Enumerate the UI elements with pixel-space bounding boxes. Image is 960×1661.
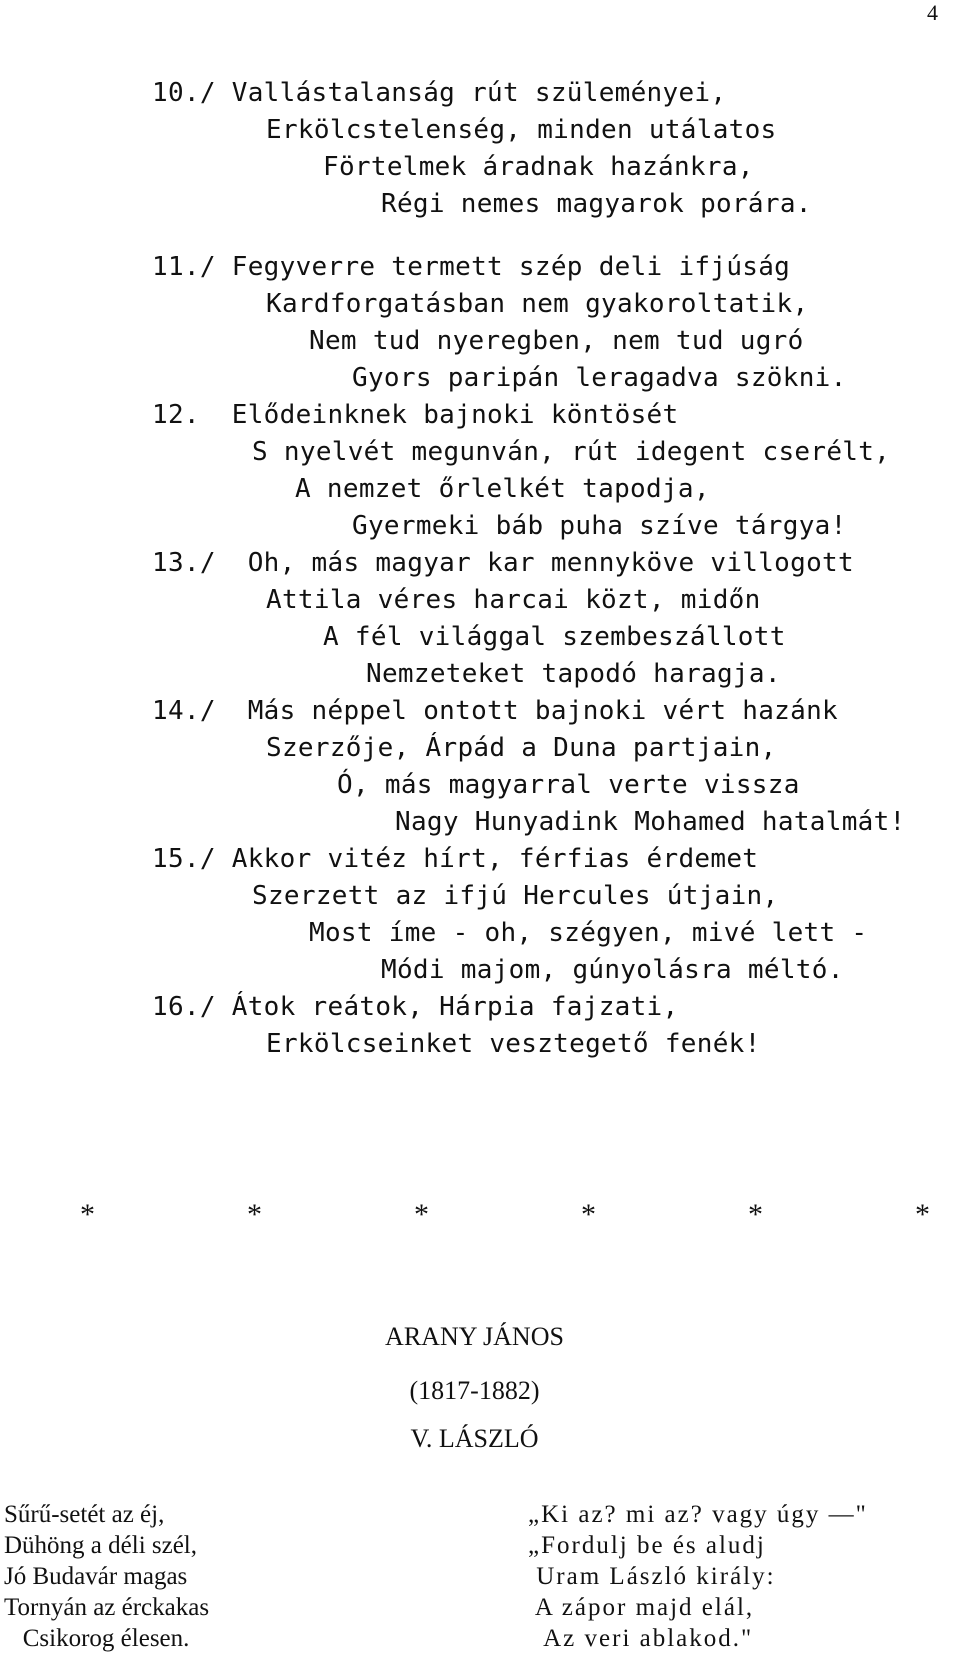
separator-star: * (748, 1198, 763, 1231)
page-number: 4 (927, 0, 938, 25)
author-name: ARANY JÁNOS (385, 1322, 564, 1351)
poem-line: Módi majom, gúnyolásra méltó. (381, 955, 844, 985)
right-column-line: Uram László király: (528, 1563, 776, 1590)
poem-line: Szerzője, Árpád a Duna partjain, (266, 733, 777, 763)
left-column-line: Tornyán az érckakas (4, 1594, 210, 1621)
poem-line: 10./ Vallástalanság rút szüleményei, (152, 78, 727, 108)
poem-line: Ó, más magyarral verte vissza (337, 770, 800, 800)
poem-line: A nemzet őrlelkét tapodja, (295, 474, 710, 504)
poem-line: Kardforgatásban nem gyakoroltatik, (266, 289, 809, 319)
poem-line: 16./ Átok reátok, Hárpia fajzati, (152, 992, 679, 1022)
poem-line: Nemzeteket tapodó haragja. (366, 659, 781, 689)
right-column-line: „Ki az? mi az? vagy úgy —" (528, 1501, 868, 1528)
poem-line: Förtelmek áradnak hazánkra, (323, 152, 754, 182)
poem-line: 14./ Más néppel ontott bajnoki vért hazánk (152, 696, 838, 726)
poem-line: Gyors paripán leragadva szökni. (352, 363, 847, 393)
poem-line: 11./ Fegyverre termett szép deli ifjúság (152, 252, 791, 282)
poem-line: Régi nemes magyarok porára. (381, 189, 812, 219)
separator-star: * (80, 1198, 95, 1231)
poem-line: Erkölcstelenség, minden utálatos (266, 115, 777, 145)
poem-title: V. LÁSZLÓ (410, 1424, 539, 1453)
separator-star: * (915, 1198, 930, 1231)
poem-line: Nagy Hunyadink Mohamed hatalmát! (395, 807, 906, 837)
section-separator (80, 1198, 930, 1232)
poem-line: Most íme - oh, szégyen, mivé lett - (309, 918, 868, 948)
poem-line: Nem tud nyeregben, nem tud ugró (309, 326, 804, 356)
right-column-line: A zápor majd elál, (528, 1594, 755, 1621)
poem-line: S nyelvét megunván, rút idegent cserélt, (252, 437, 891, 467)
poem-line: Erkölcseinket vesztegető fenék! (266, 1029, 761, 1059)
separator-star: * (414, 1198, 429, 1231)
poem-line: 12. Elődeinknek bajnoki köntösét (152, 400, 679, 430)
poem-line: A fél világgal szembeszállott (323, 622, 786, 652)
separator-star: * (581, 1198, 596, 1231)
author-years: (1817-1882) (409, 1376, 540, 1405)
right-column-line: „Fordulj be és aludj (528, 1532, 766, 1559)
poem-line: 13./ Oh, más magyar kar mennyköve villogott (152, 548, 854, 578)
separator-star: * (247, 1198, 262, 1231)
right-column-line: Az veri ablakod." (528, 1625, 754, 1652)
left-column-line: Sűrű-setét az éj, (4, 1501, 165, 1528)
left-column-line: Jó Budavár magas (4, 1563, 188, 1590)
poem-line: 15./ Akkor vitéz hírt, férfias érdemet (152, 844, 759, 874)
left-column-line: Csikorog élesen. (4, 1625, 190, 1652)
poem-line: Szerzett az ifjú Hercules útjain, (252, 881, 779, 911)
poem-line: Attila véres harcai közt, midőn (266, 585, 761, 615)
left-column-line: Dühöng a déli szél, (4, 1532, 198, 1559)
poem-line: Gyermeki báb puha szíve tárgya! (352, 511, 847, 541)
